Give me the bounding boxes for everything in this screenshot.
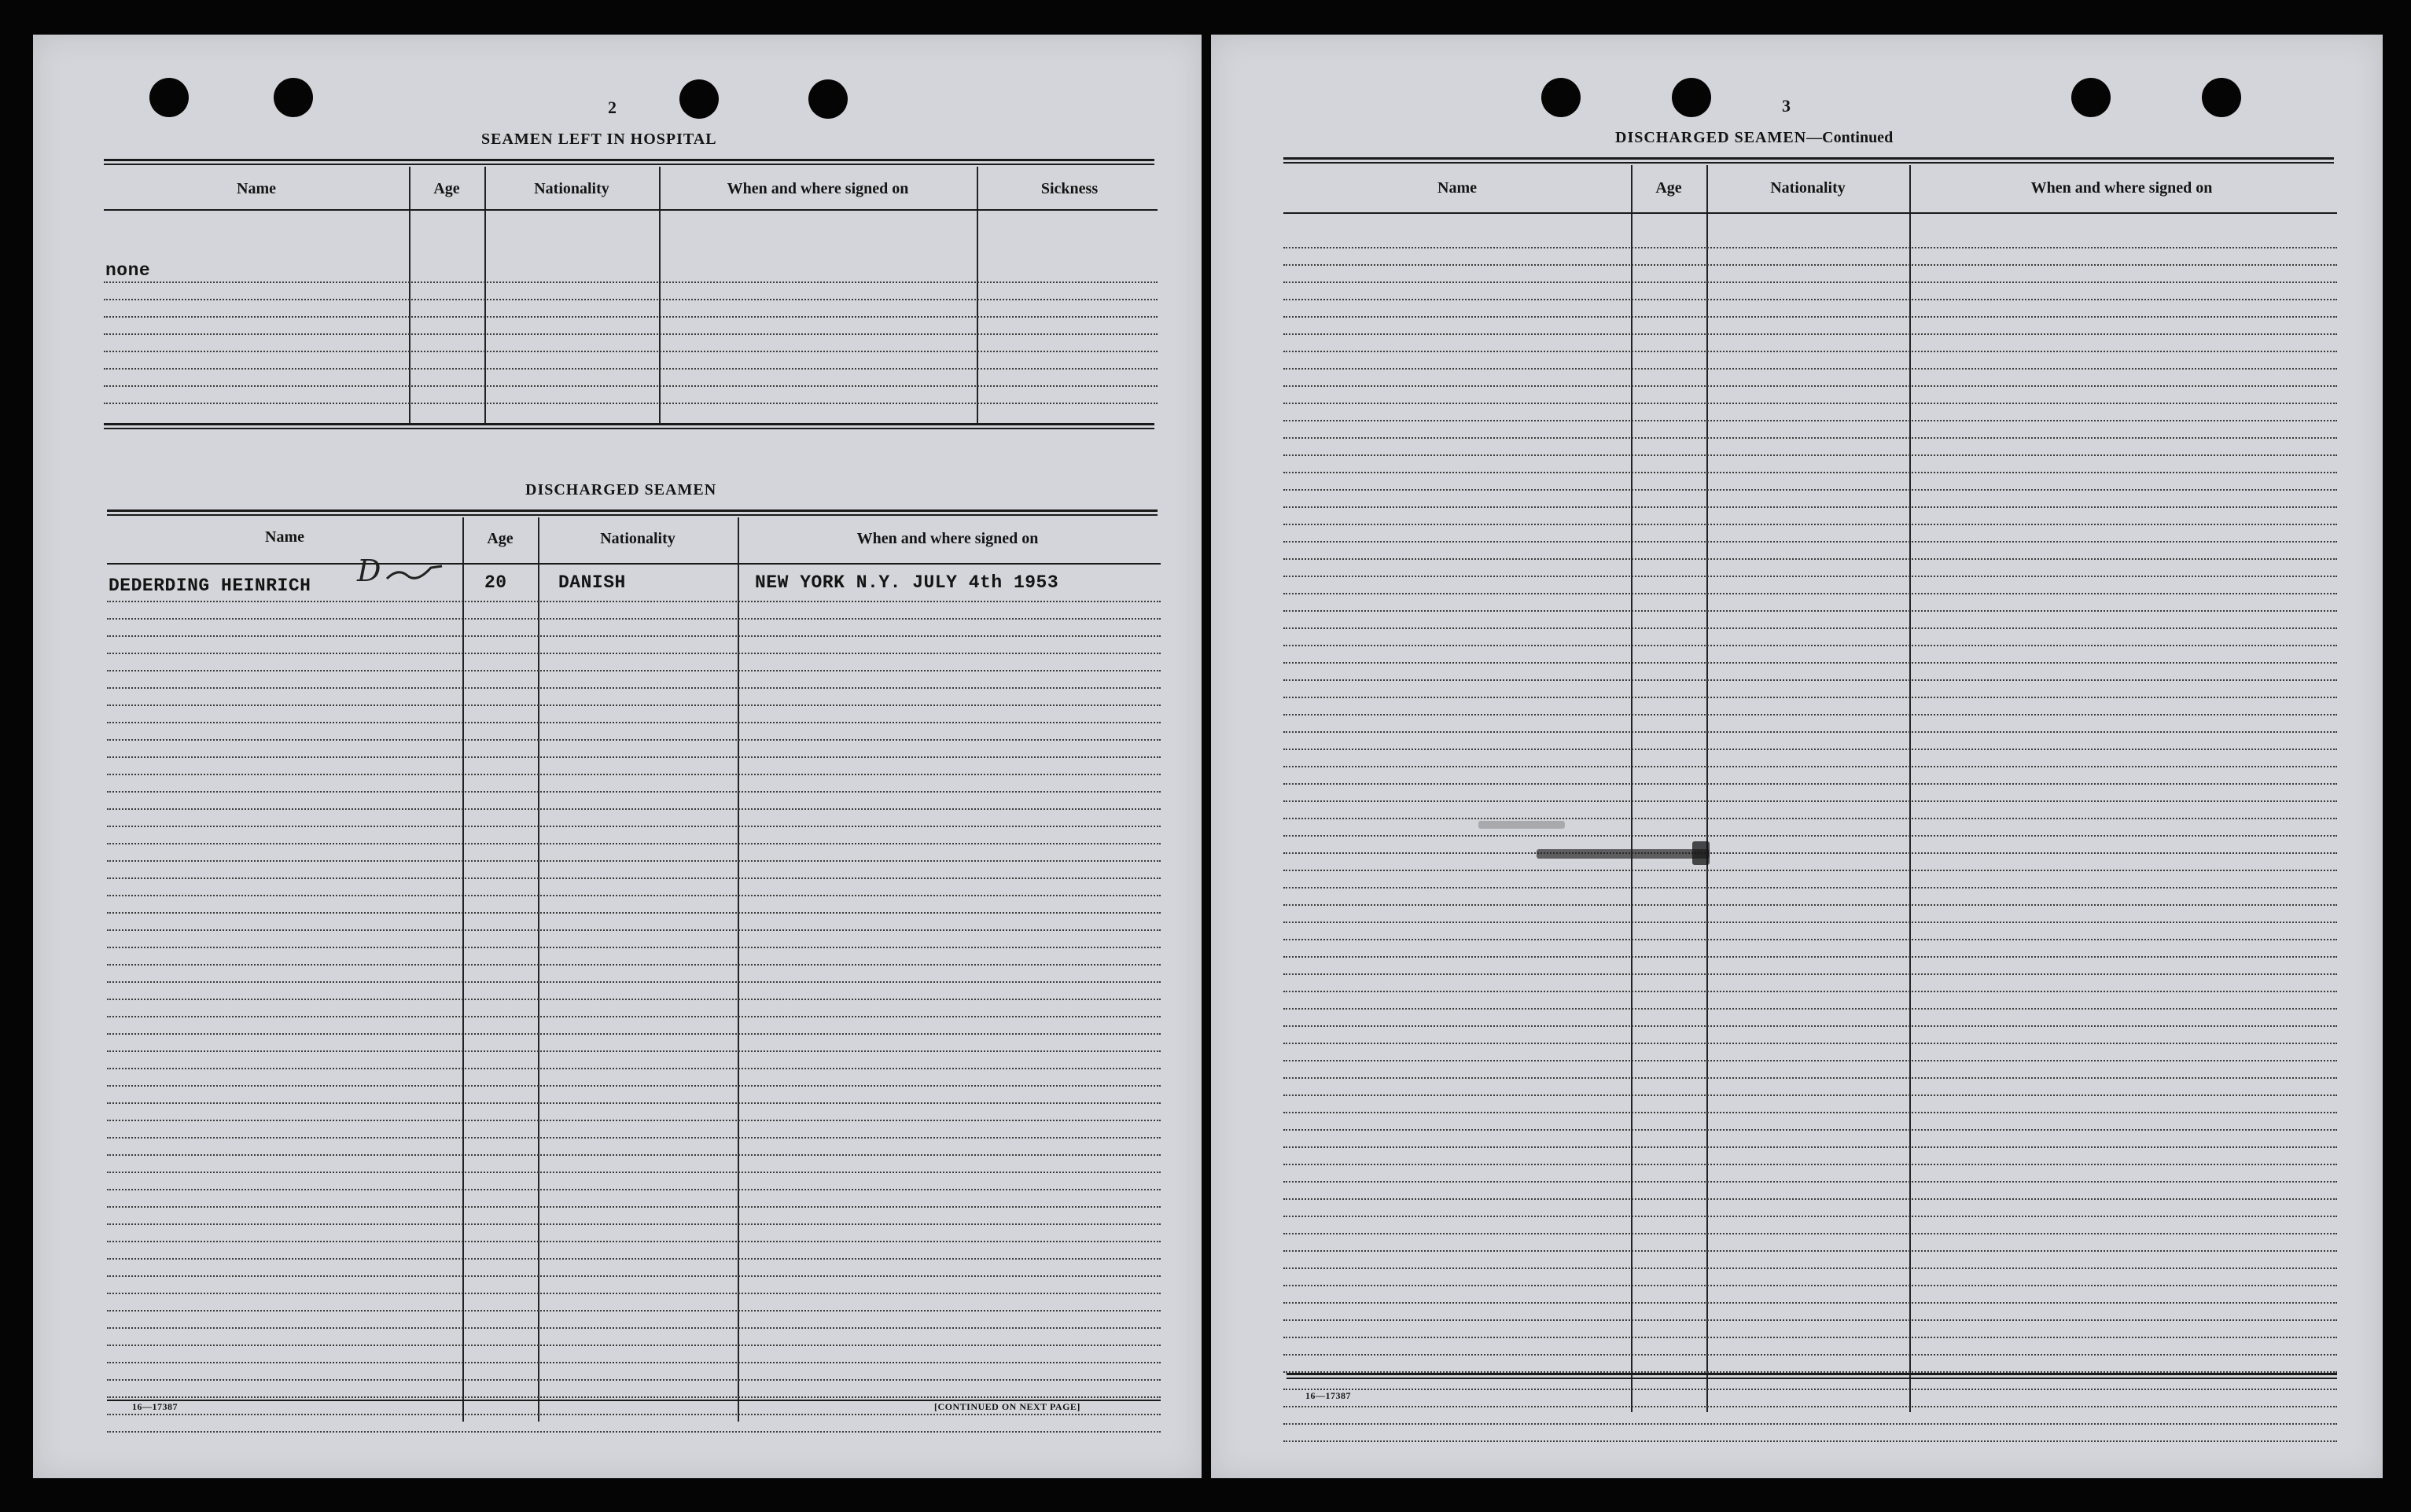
ink-smudge [1537, 849, 1710, 859]
double-rule [107, 510, 1158, 516]
double-rule [1286, 1373, 2337, 1379]
column-header-name: Name [1437, 179, 1477, 197]
column-header-signed-on: When and where signed on [2030, 179, 2213, 197]
punch-hole [149, 78, 189, 117]
hospital-entry-none: none [105, 260, 151, 281]
ink-smudge [1692, 841, 1710, 865]
left-page [33, 35, 1202, 1478]
column-header-nationality: Nationality [534, 180, 609, 197]
hospital-entry-lines [104, 266, 1158, 404]
header-rule [107, 563, 1161, 565]
header-rule [1283, 212, 2337, 214]
punch-hole [2202, 78, 2241, 117]
punch-hole [808, 79, 848, 119]
double-rule [104, 159, 1154, 165]
continued-note: [CONTINUED ON NEXT PAGE] [934, 1401, 1080, 1412]
column-header-nationality: Nationality [1770, 179, 1846, 197]
punch-hole [1541, 78, 1581, 117]
column-header-nationality: Nationality [600, 530, 675, 547]
column-header-age: Age [1655, 179, 1682, 197]
double-rule [1283, 157, 2334, 164]
right-page [1211, 35, 2383, 1478]
double-rule [104, 423, 1154, 429]
table-row-signed-on: NEW YORK N.Y. JULY 4th 1953 [755, 572, 1059, 593]
column-header-age: Age [487, 530, 513, 547]
form-number: 16—17387 [1305, 1390, 1351, 1401]
column-header-name: Name [237, 180, 276, 197]
hospital-section-title: SEAMEN LEFT IN HOSPITAL [481, 131, 717, 148]
column-header-name: Name [265, 528, 304, 546]
table-row-nationality: DANISH [558, 572, 626, 593]
handwritten-annotation: D [357, 554, 381, 588]
column-header-age: Age [433, 180, 460, 197]
punch-hole [2071, 78, 2111, 117]
column-header-signed-on: When and where signed on [727, 180, 909, 197]
form-number: 16—17387 [132, 1401, 178, 1412]
discharged-section-title: DISCHARGED SEAMEN [525, 481, 717, 498]
header-rule [104, 209, 1158, 211]
punch-hole [1672, 78, 1711, 117]
handwritten-mark [384, 561, 447, 585]
page-title-text: DISCHARGED SEAMEN [1615, 129, 1807, 146]
punch-hole [679, 79, 719, 119]
table-row-age: 20 [484, 572, 507, 593]
page-number: 3 [1782, 96, 1791, 116]
discharged-entry-lines [1283, 231, 2337, 1442]
page-number: 2 [608, 97, 617, 117]
table-row-name: DEDERDING HEINRICH [109, 576, 311, 596]
page-title-suffix: —Continued [1806, 129, 1894, 146]
discharged-entry-lines [107, 585, 1161, 1433]
ink-smudge [1478, 821, 1565, 829]
column-header-signed-on: When and where signed on [856, 530, 1039, 547]
page-title [1615, 129, 1893, 147]
punch-hole [274, 78, 313, 117]
column-header-sickness: Sickness [1040, 180, 1099, 197]
